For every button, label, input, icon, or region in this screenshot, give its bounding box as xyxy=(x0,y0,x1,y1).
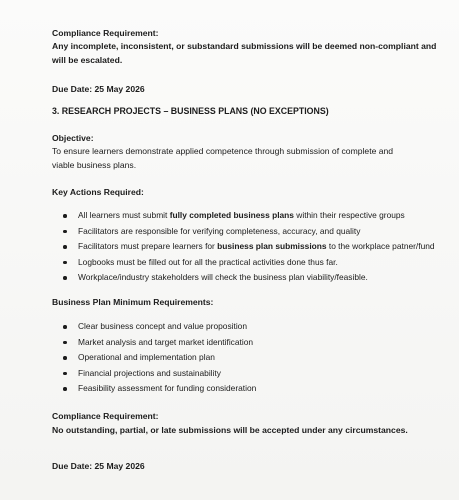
list-item: Clear business concept and value proposition xyxy=(60,321,256,337)
list-item-text: Facilitators are responsible for verifying completeness, accuracy, and quality xyxy=(78,225,361,236)
list-item xyxy=(60,241,435,257)
list-item-emphasis: business plan submissions xyxy=(217,241,327,251)
list-item-text: All learners must submit xyxy=(78,210,170,220)
list-item: Market analysis and target market identification xyxy=(60,337,256,353)
list-item-text: Workplace/industry stakeholders will check the business plan viability/feasible. xyxy=(78,272,368,282)
list-item-emphasis: fully completed business plans xyxy=(169,210,294,220)
list-item xyxy=(60,272,435,288)
prev-compliance-text-line2: will be escalated. xyxy=(52,55,123,65)
list-item: Operational and implementation plan xyxy=(60,352,256,368)
min-requirements-heading: Business Plan Minimum Requirements: xyxy=(52,297,214,307)
compliance-text: No outstanding, partial, or late submissions will be accepted under any circumstances. xyxy=(52,425,408,435)
objective-text-line2: viable business plans. xyxy=(52,160,137,170)
due-date: Due Date: 25 May 2026 xyxy=(52,461,145,471)
list-item-text: Facilitators must prepare learners for xyxy=(78,241,218,251)
objective-text-line1: To ensure learners demonstrate applied competence through submission of complete and xyxy=(52,146,394,156)
min-requirements-list xyxy=(60,321,256,399)
list-item: Financial projections and sustainability xyxy=(60,368,256,384)
list-item xyxy=(60,226,435,242)
key-actions-heading: Key Actions Required: xyxy=(52,187,144,197)
prev-due-date: Due Date: 25 May 2026 xyxy=(52,84,145,94)
key-actions-list xyxy=(60,210,435,288)
list-item-text: within their respective groups xyxy=(293,210,405,220)
section-title: 3. RESEARCH PROJECTS – BUSINESS PLANS (NO EXCEPTIONS) xyxy=(52,106,329,116)
prev-compliance-text-line1: Any incomplete, inconsistent, or substandard submissions will be deemed non-compliant and xyxy=(52,41,437,51)
list-item: Feasibility assessment for funding consideration xyxy=(60,383,256,399)
prev-compliance-heading: Compliance Requirement: xyxy=(52,28,159,38)
list-item xyxy=(60,210,435,226)
compliance-heading: Compliance Requirement: xyxy=(52,411,159,421)
list-item-text: to the workplace patner/fund xyxy=(326,241,435,251)
objective-heading: Objective: xyxy=(52,133,94,143)
list-item-text: Logbooks must be filled out for all the practical activities done thus far. xyxy=(78,256,338,267)
list-item xyxy=(60,257,435,273)
